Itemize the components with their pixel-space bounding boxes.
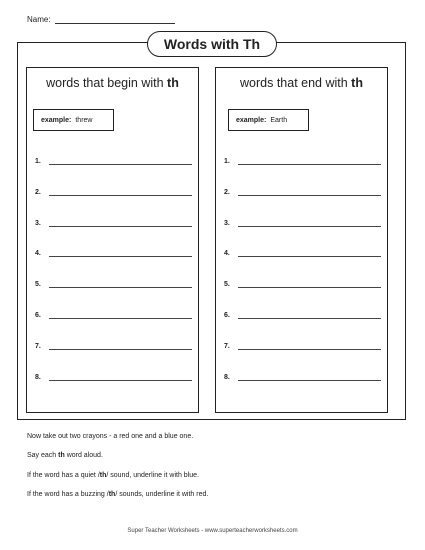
line-number: 3.	[224, 219, 230, 227]
left-example-box	[33, 109, 114, 131]
answer-rule[interactable]	[49, 218, 192, 227]
right-answer-line[interactable]	[224, 184, 381, 196]
line-number: 1.	[35, 158, 41, 165]
right-column-heading: words that end with th	[240, 76, 363, 90]
answer-rule[interactable]	[238, 218, 381, 227]
answer-rule[interactable]	[238, 372, 381, 381]
begin-with-th-column	[26, 67, 199, 413]
right-example-word: Earth	[270, 116, 288, 124]
right-example-label: example:	[236, 116, 267, 124]
right-answer-line[interactable]	[224, 153, 381, 165]
left-example-word: threw	[75, 116, 93, 124]
answer-rule[interactable]	[238, 248, 381, 257]
left-example-label: example:	[41, 116, 72, 124]
name-input-line[interactable]	[55, 14, 175, 24]
left-answer-line[interactable]	[35, 338, 192, 350]
right-answer-line[interactable]	[224, 369, 381, 381]
line-number: 2.	[224, 188, 230, 196]
left-column-heading: words that begin with th	[46, 76, 179, 90]
right-answer-line[interactable]	[224, 338, 381, 350]
line-number: 3.	[35, 219, 41, 227]
right-answer-line[interactable]	[224, 276, 381, 288]
right-answer-line[interactable]	[224, 215, 381, 227]
right-example-box	[228, 109, 309, 131]
answer-rule[interactable]	[49, 341, 192, 350]
answer-rule[interactable]	[238, 279, 381, 288]
answer-rule[interactable]	[238, 187, 381, 196]
left-answer-line[interactable]	[35, 276, 192, 288]
left-answer-line[interactable]	[35, 245, 192, 257]
answer-rule[interactable]	[238, 156, 381, 165]
line-number: 8.	[35, 373, 41, 381]
line-number: 7.	[35, 342, 41, 350]
name-field	[27, 14, 175, 24]
instruction-line-2: Say each th word aloud.	[27, 452, 103, 459]
right-answer-line[interactable]	[224, 245, 381, 257]
instruction-line-1: Now take out two crayons - a red one and a blue one.	[27, 433, 194, 440]
answer-rule[interactable]	[238, 341, 381, 350]
left-answer-line[interactable]	[35, 369, 192, 381]
line-number: 4.	[224, 250, 230, 258]
left-answer-line[interactable]	[35, 307, 192, 319]
line-number: 2.	[35, 188, 41, 196]
footer-credit: Super Teacher Worksheets - www.superteacherworksheets.com	[127, 528, 298, 534]
end-with-th-column	[215, 67, 388, 413]
answer-rule[interactable]	[49, 187, 192, 196]
right-answer-line[interactable]	[224, 307, 381, 319]
line-number: 1.	[224, 158, 230, 165]
left-answer-line[interactable]	[35, 153, 192, 165]
line-number: 6.	[35, 312, 41, 319]
line-number: 6.	[224, 312, 230, 319]
line-number: 5.	[224, 281, 230, 289]
line-number: 4.	[35, 250, 41, 258]
worksheet-title: Words with Th	[147, 31, 277, 57]
line-number: 8.	[224, 373, 230, 381]
answer-rule[interactable]	[49, 310, 192, 319]
instruction-line-3: If the word has a quiet /th/ sound, underline it with blue.	[27, 472, 199, 479]
answer-rule[interactable]	[238, 310, 381, 319]
left-answer-line[interactable]	[35, 215, 192, 227]
instruction-line-4: If the word has a buzzing /th/ sounds, underline it with red.	[27, 491, 209, 498]
answer-rule[interactable]	[49, 248, 192, 257]
line-number: 5.	[35, 281, 41, 289]
name-label: Name:	[27, 15, 51, 24]
answer-rule[interactable]	[49, 156, 192, 165]
line-number: 7.	[224, 342, 230, 350]
answer-rule[interactable]	[49, 372, 192, 381]
left-answer-line[interactable]	[35, 184, 192, 196]
answer-rule[interactable]	[49, 279, 192, 288]
